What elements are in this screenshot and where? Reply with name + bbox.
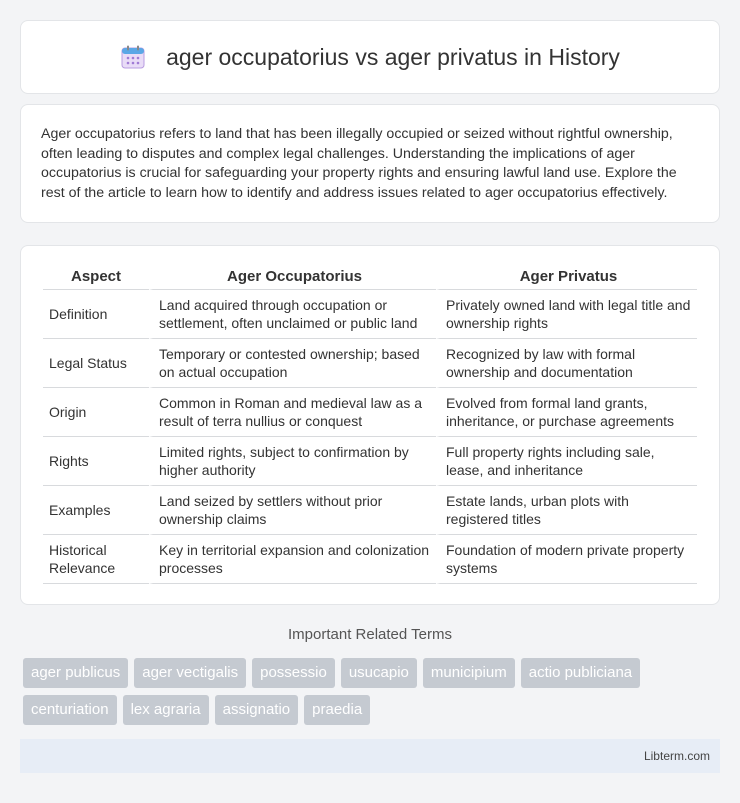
related-terms-list <box>23 658 723 725</box>
intro-card <box>20 104 720 223</box>
related-term-tag[interactable]: possessio <box>252 658 335 688</box>
footer <box>20 739 720 773</box>
table-row <box>43 535 697 584</box>
header-ager-privatus: Ager Privatus <box>436 266 697 290</box>
occupatorius-cell: Land acquired through occupation or settlement, often unclaimed or public land <box>149 290 436 339</box>
table-row <box>43 486 697 535</box>
occupatorius-cell: Limited rights, subject to confirmation by higher authority <box>149 437 436 486</box>
header-aspect: Aspect <box>43 266 149 290</box>
privatus-cell: Evolved from formal land grants, inheritance, or purchase agreements <box>436 388 697 437</box>
table-header-row <box>43 266 697 290</box>
occupatorius-cell: Temporary or contested ownership; based on actual occupation <box>149 339 436 388</box>
occupatorius-cell: Common in Roman and medieval law as a result of terra nullius or conquest <box>149 388 436 437</box>
related-term-tag[interactable]: municipium <box>423 658 515 688</box>
related-term-tag[interactable]: praedia <box>304 695 370 725</box>
aspect-cell: Origin <box>43 388 149 437</box>
related-term-tag[interactable]: lex agraria <box>123 695 209 725</box>
privatus-cell: Foundation of modern private property systems <box>436 535 697 584</box>
occupatorius-cell: Land seized by settlers without prior ownership claims <box>149 486 436 535</box>
privatus-cell: Recognized by law with formal ownership and documentation <box>436 339 697 388</box>
table-row <box>43 339 697 388</box>
related-term-tag[interactable]: actio publiciana <box>521 658 640 688</box>
privatus-cell: Full property rights including sale, lease, and inheritance <box>436 437 697 486</box>
related-terms-title: Important Related Terms <box>288 626 452 643</box>
aspect-cell: Legal Status <box>43 339 149 388</box>
header-card <box>20 20 720 94</box>
related-term-tag[interactable]: assignatio <box>215 695 299 725</box>
page-title: ager occupatorius vs ager privatus in History <box>166 43 620 70</box>
intro-text: Ager occupatorius refers to land that has been illegally occupied or seized without rightful ownership, often leading to disputes and complex legal challenges. Understanding the implications of ager occupatorius is crucial for safeguarding your property rights and ensuring lawful land use. Explore the rest of the article to learn how to identify and address issues related to ager occupatorius effectively. <box>41 126 677 201</box>
related-term-tag[interactable]: ager vectigalis <box>134 658 246 688</box>
table-row <box>43 437 697 486</box>
table-row <box>43 290 697 339</box>
header-ager-occupatorius: Ager Occupatorius <box>149 266 436 290</box>
related-term-tag[interactable]: centuriation <box>23 695 117 725</box>
footer-brand[interactable]: Libterm.com <box>643 749 710 763</box>
related-term-tag[interactable]: ager publicus <box>23 658 128 688</box>
privatus-cell: Estate lands, urban plots with registered titles <box>436 486 697 535</box>
calendar-icon <box>120 44 146 70</box>
table-row <box>43 388 697 437</box>
comparison-table <box>43 266 697 584</box>
aspect-cell: Definition <box>43 290 149 339</box>
aspect-cell: Examples <box>43 486 149 535</box>
aspect-cell: Rights <box>43 437 149 486</box>
privatus-cell: Privately owned land with legal title and ownership rights <box>436 290 697 339</box>
comparison-card <box>20 245 720 605</box>
related-term-tag[interactable]: usucapio <box>341 658 417 688</box>
occupatorius-cell: Key in territorial expansion and colonization processes <box>149 535 436 584</box>
aspect-cell: Historical Relevance <box>43 535 149 584</box>
